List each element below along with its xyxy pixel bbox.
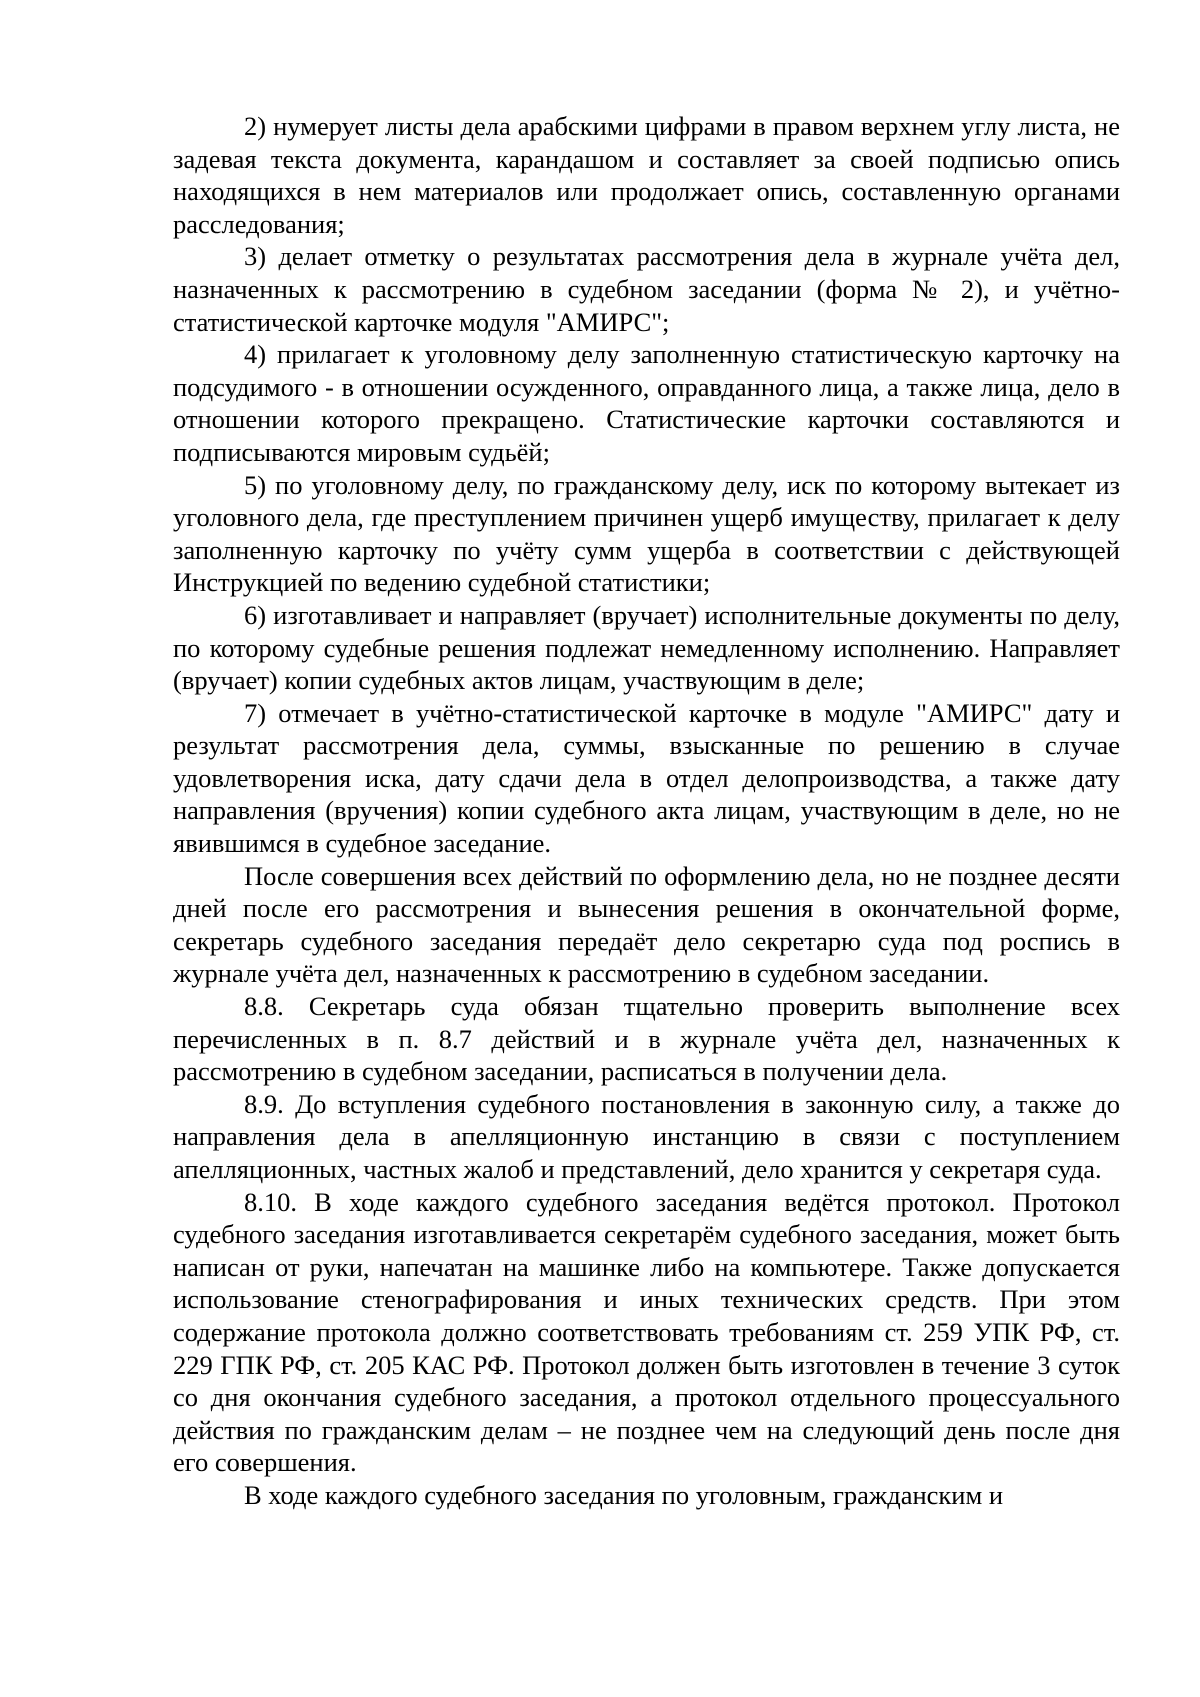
paragraph-section-8-9: 8.9. До вступления судебного постановления в законную силу, а также до направления дела в апелляционную инстанцию в связи с поступлением апелляционных, частных жалоб и представлений, дело хранится у секретаря суда. <box>173 1088 1120 1184</box>
paragraph-section-8-8: 8.8. Секретарь суда обязан тщательно проверить выполнение всех перечисленных в п. 8.7 действий и в журнале учёта дел, назначенных к рассмотрению в судебном заседании, расписаться в получении дела. <box>173 991 1120 1087</box>
paragraph-section-8-10: 8.10. В ходе каждого судебного заседания ведётся протокол. Протокол судебного заседания изготавливается секретарём судебного заседания, может быть написан от руки, напечатан на машинке либо на компьютере. Также допускается использование стенографирования и иных технических средств. При этом содержание протокола должно соответствовать требованиям ст. 259 УПК РФ, ст. 229 ГПК РФ, ст. 205 КАС РФ. Протокол должен быть изготовлен в течение 3 суток со дня окончания судебного заседания, а протокол отдельного процессуального действия по гражданским делам – не позднее чем на следующий день после дня его совершения. <box>173 1186 1120 1478</box>
paragraph-continuation: В ходе каждого судебного заседания по уголовным, гражданским и <box>244 1479 1004 1510</box>
paragraph-item-7-amirs-record: 7) отмечает в учётно-статистической карточке в модуле "АМИРС" дату и результат рассмотрения дела, суммы, взысканные по решению в случае удовлетворения иска, дату сдачи дела в отдел делопроизводства, а также дату направления (вручения) копии судебного акта лицам, участвующим в деле, но не явившимся в судебное заседание. <box>173 697 1120 859</box>
paragraph-item-3-journal-mark: 3) делает отметку о результатах рассмотрения дела в журнале учёта дел, назначенных к рассмотрению в судебном заседании (форма № 2), и учётно-статистической карточке модуля "АМИРС"; <box>173 241 1120 337</box>
paragraph-item-5-damage-card: 5) по уголовному делу, по гражданскому делу, иск по которому вытекает из уголовного дела, где преступлением причинен ущерб имуществу, прилагает к делу заполненную карточку по учёту сумм ущерба в соответствии с действующей Инструкцией по ведению судебной статистики; <box>173 469 1120 598</box>
paragraph-item-4-statistical-card: 4) прилагает к уголовному делу заполненную статистическую карточку на подсудимого - в отношении осужденного, оправданного лица, а также лица, дело в отношении которого прекращено. Статистические карточки составляются и подписываются мировым судьёй; <box>173 339 1120 467</box>
document-page <box>173 110 1120 1512</box>
paragraph-case-transfer: После совершения всех действий по оформлению дела, но не позднее десяти дней после его рассмотрения и вынесения решения в окончательной форме, секретарь судебного заседания передаёт дело секретарю суда под роспись в журнале учёта дел, назначенных к рассмотрению в судебном заседании. <box>173 860 1120 989</box>
paragraph-item-6-executive-documents: 6) изготавливает и направляет (вручает) исполнительные документы по делу, по которому судебные решения подлежат немедленному исполнению. Направляет (вручает) копии судебных актов лицам, участвующим в деле; <box>173 599 1120 696</box>
paragraph-item-2-numbering: 2) нумерует листы дела арабскими цифрами в правом верхнем углу листа, не задевая текста документа, карандашом и составляет за своей подписью опись находящихся в нем материалов или продолжает опись, составленную органами расследования; <box>173 111 1120 239</box>
